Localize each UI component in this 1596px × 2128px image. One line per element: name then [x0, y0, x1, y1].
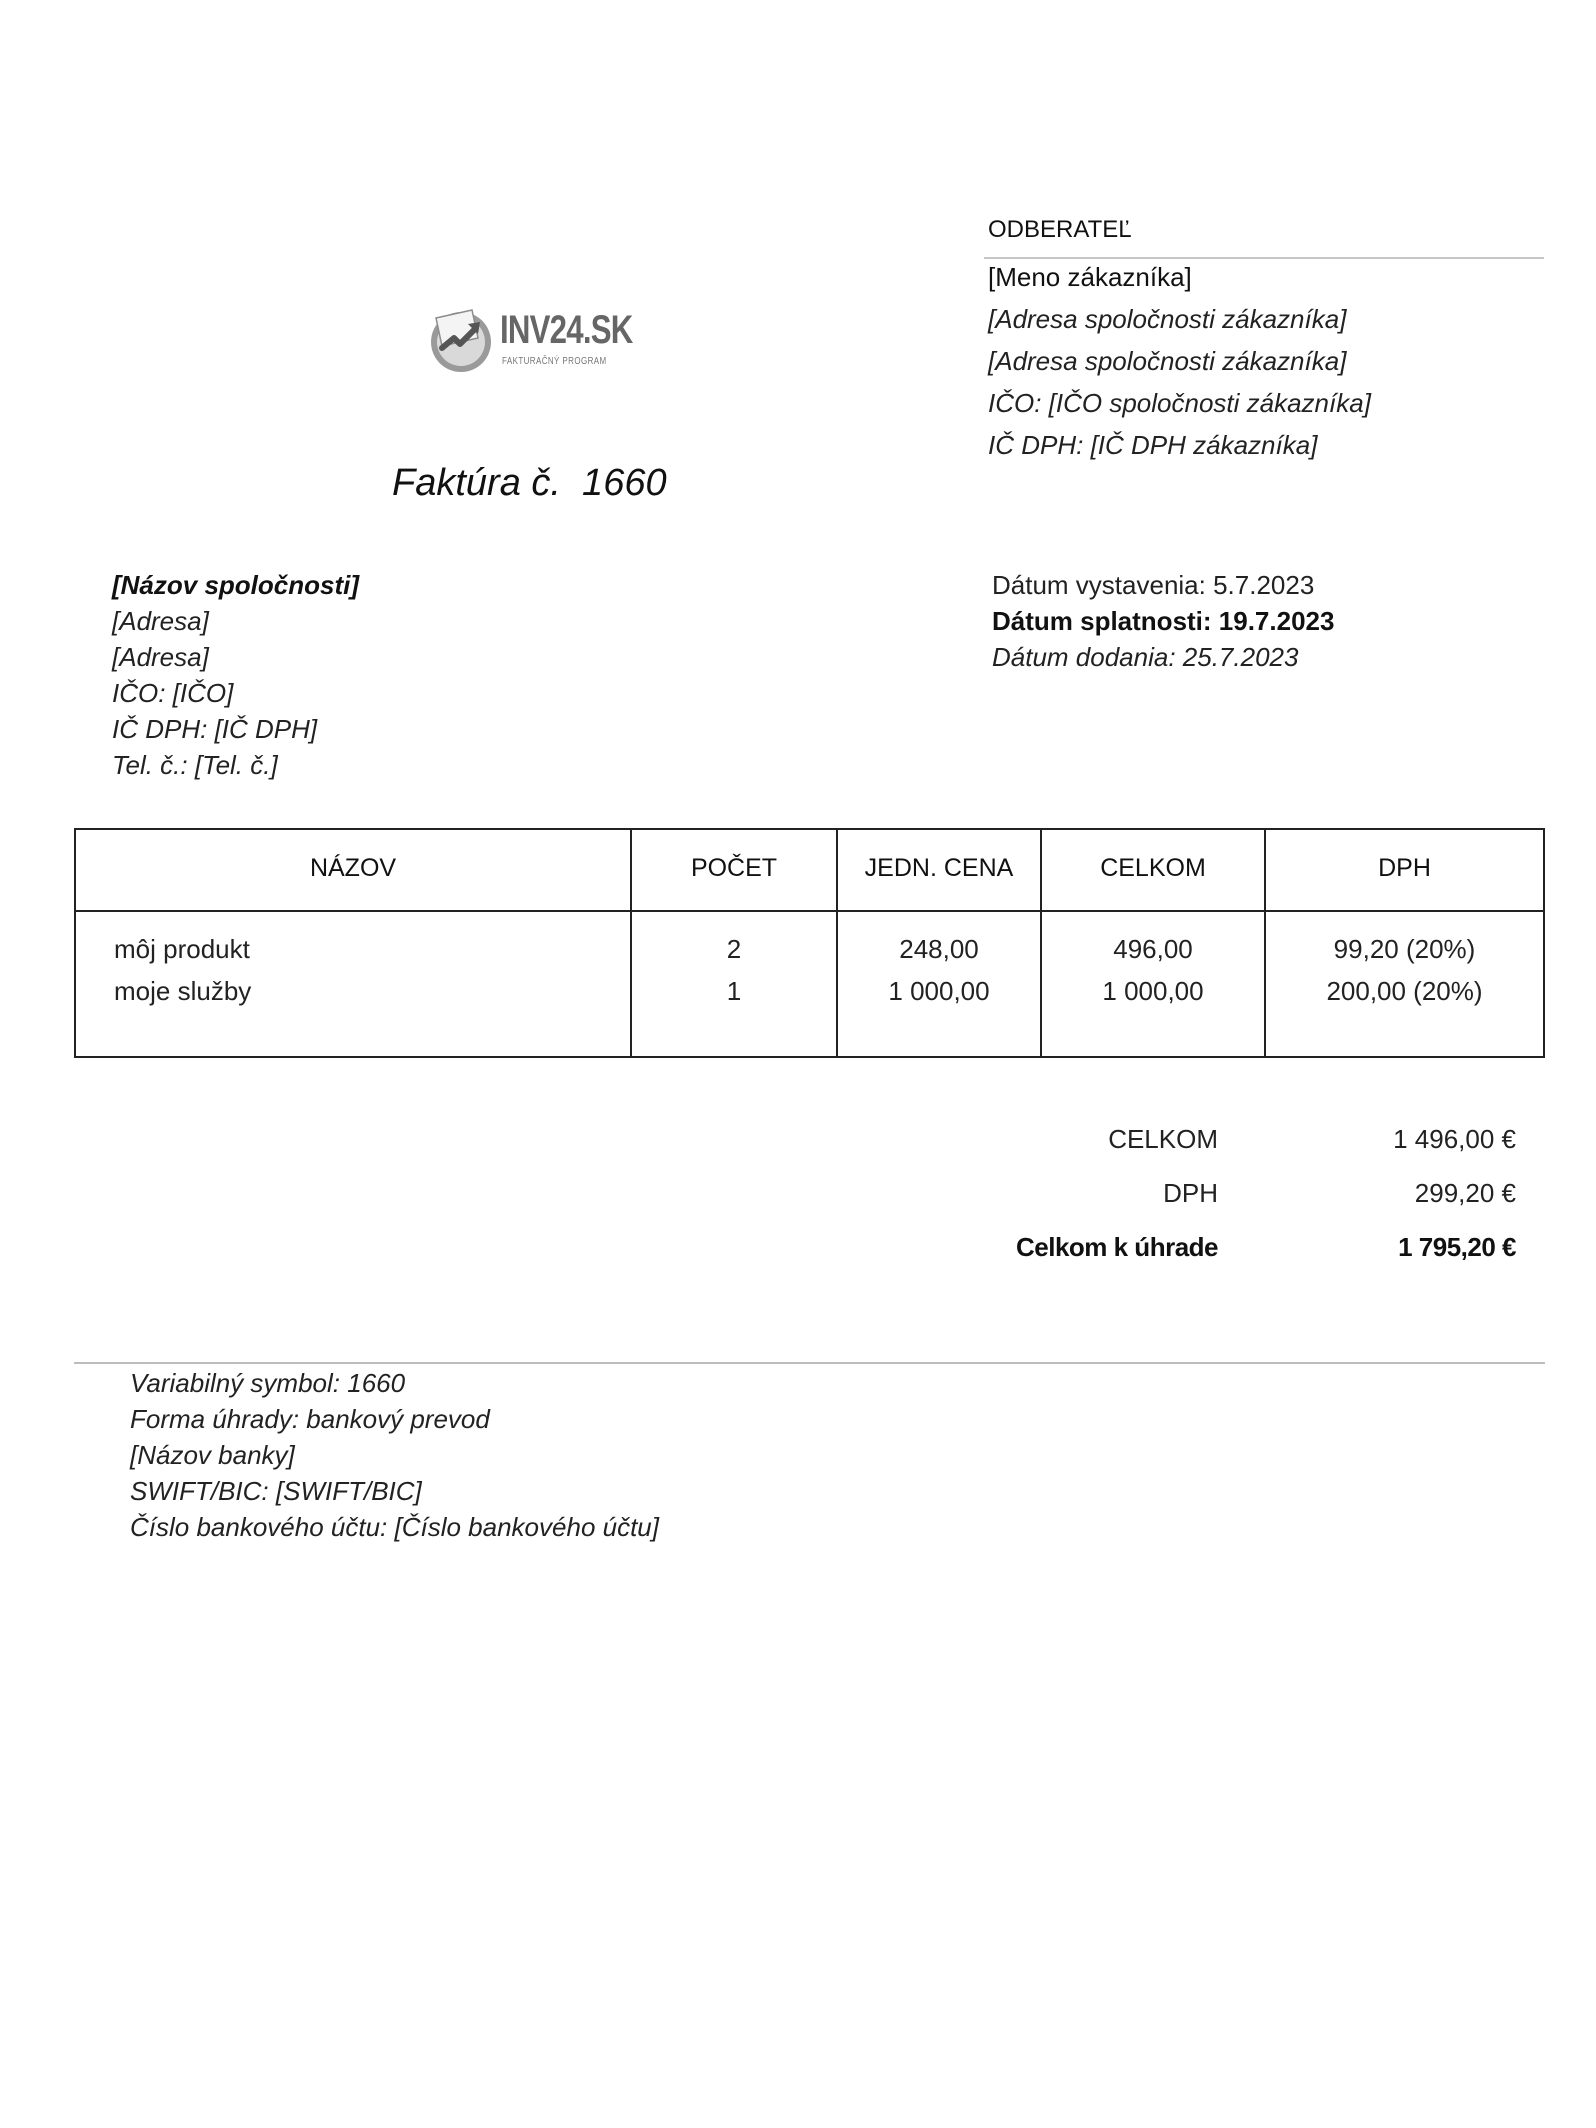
vat-label: DPH	[1163, 1178, 1218, 1208]
subtotal-label: CELKOM	[1108, 1124, 1218, 1154]
column-header-unit-price: JEDN. CENA	[864, 854, 1014, 882]
logo-emblem-icon	[428, 304, 494, 374]
row-2-qty: 1	[726, 976, 742, 1006]
vat-value: 299,20 €	[1414, 1178, 1516, 1208]
logo-tagline: FAKTURAČNÝ PROGRAM	[502, 356, 607, 367]
grand-total-label: Celkom k úhrade	[1015, 1232, 1218, 1262]
customer-heading: ODBERATEĽ	[988, 216, 1132, 243]
supplier-icdph: IČ DPH: [IČ DPH]	[112, 714, 318, 744]
row-2-vat: 200,00 (20%)	[1326, 976, 1483, 1006]
supplier-address-1: [Adresa]	[112, 606, 209, 636]
customer-name: [Meno zákazníka]	[988, 262, 1192, 292]
subtotal-value: 1 496,00 €	[1393, 1124, 1516, 1154]
row-1-total: 496,00	[1113, 934, 1193, 964]
customer-address-2: [Adresa spoločnosti zákazníka]	[988, 346, 1347, 376]
row-2-total: 1 000,00	[1102, 976, 1204, 1006]
supplier-name: [Názov spoločnosti]	[112, 570, 360, 600]
row-2-unit-price: 1 000,00	[888, 976, 990, 1006]
column-header-qty: POČET	[690, 854, 778, 882]
date-delivery: Dátum dodania: 25.7.2023	[992, 642, 1299, 672]
payment-divider	[74, 1362, 1545, 1364]
column-header-total: CELKOM	[1100, 854, 1206, 882]
items-table	[74, 828, 1545, 1058]
company-logo	[428, 302, 633, 378]
date-due: Dátum splatnosti: 19.7.2023	[992, 606, 1335, 636]
column-header-name: NÁZOV	[309, 854, 397, 882]
variable-symbol: Variabilný symbol: 1660	[130, 1368, 406, 1398]
row-1-name: môj produkt	[114, 934, 250, 964]
customer-icdph: IČ DPH: [IČ DPH zákazníka]	[988, 430, 1318, 460]
row-2-name: moje služby	[114, 976, 252, 1006]
invoice-title: Faktúra č. 1660	[392, 462, 667, 504]
supplier-ico: IČO: [IČO]	[112, 678, 234, 708]
customer-ico: IČO: [IČO spoločnosti zákazníka]	[988, 388, 1371, 418]
supplier-address-2: [Adresa]	[112, 642, 209, 672]
row-1-vat: 99,20 (20%)	[1333, 934, 1476, 964]
grand-total-value: 1 795,20 €	[1398, 1232, 1516, 1262]
supplier-phone: Tel. č.: [Tel. č.]	[112, 750, 278, 780]
bank-account: Číslo bankového účtu: [Číslo bankového účtu]	[130, 1512, 659, 1542]
customer-address-1: [Adresa spoločnosti zákazníka]	[988, 304, 1347, 334]
row-1-qty: 2	[726, 934, 742, 964]
logo-brand-text: INV24.SK	[500, 308, 633, 352]
bank-name: [Názov banky]	[130, 1440, 295, 1470]
row-1-unit-price: 248,00	[899, 934, 979, 964]
swift-bic: SWIFT/BIC: [SWIFT/BIC]	[130, 1476, 422, 1506]
date-issued: Dátum vystavenia: 5.7.2023	[992, 570, 1315, 600]
customer-divider	[984, 257, 1544, 259]
column-header-vat: DPH	[1378, 854, 1431, 882]
payment-method: Forma úhrady: bankový prevod	[130, 1404, 490, 1434]
